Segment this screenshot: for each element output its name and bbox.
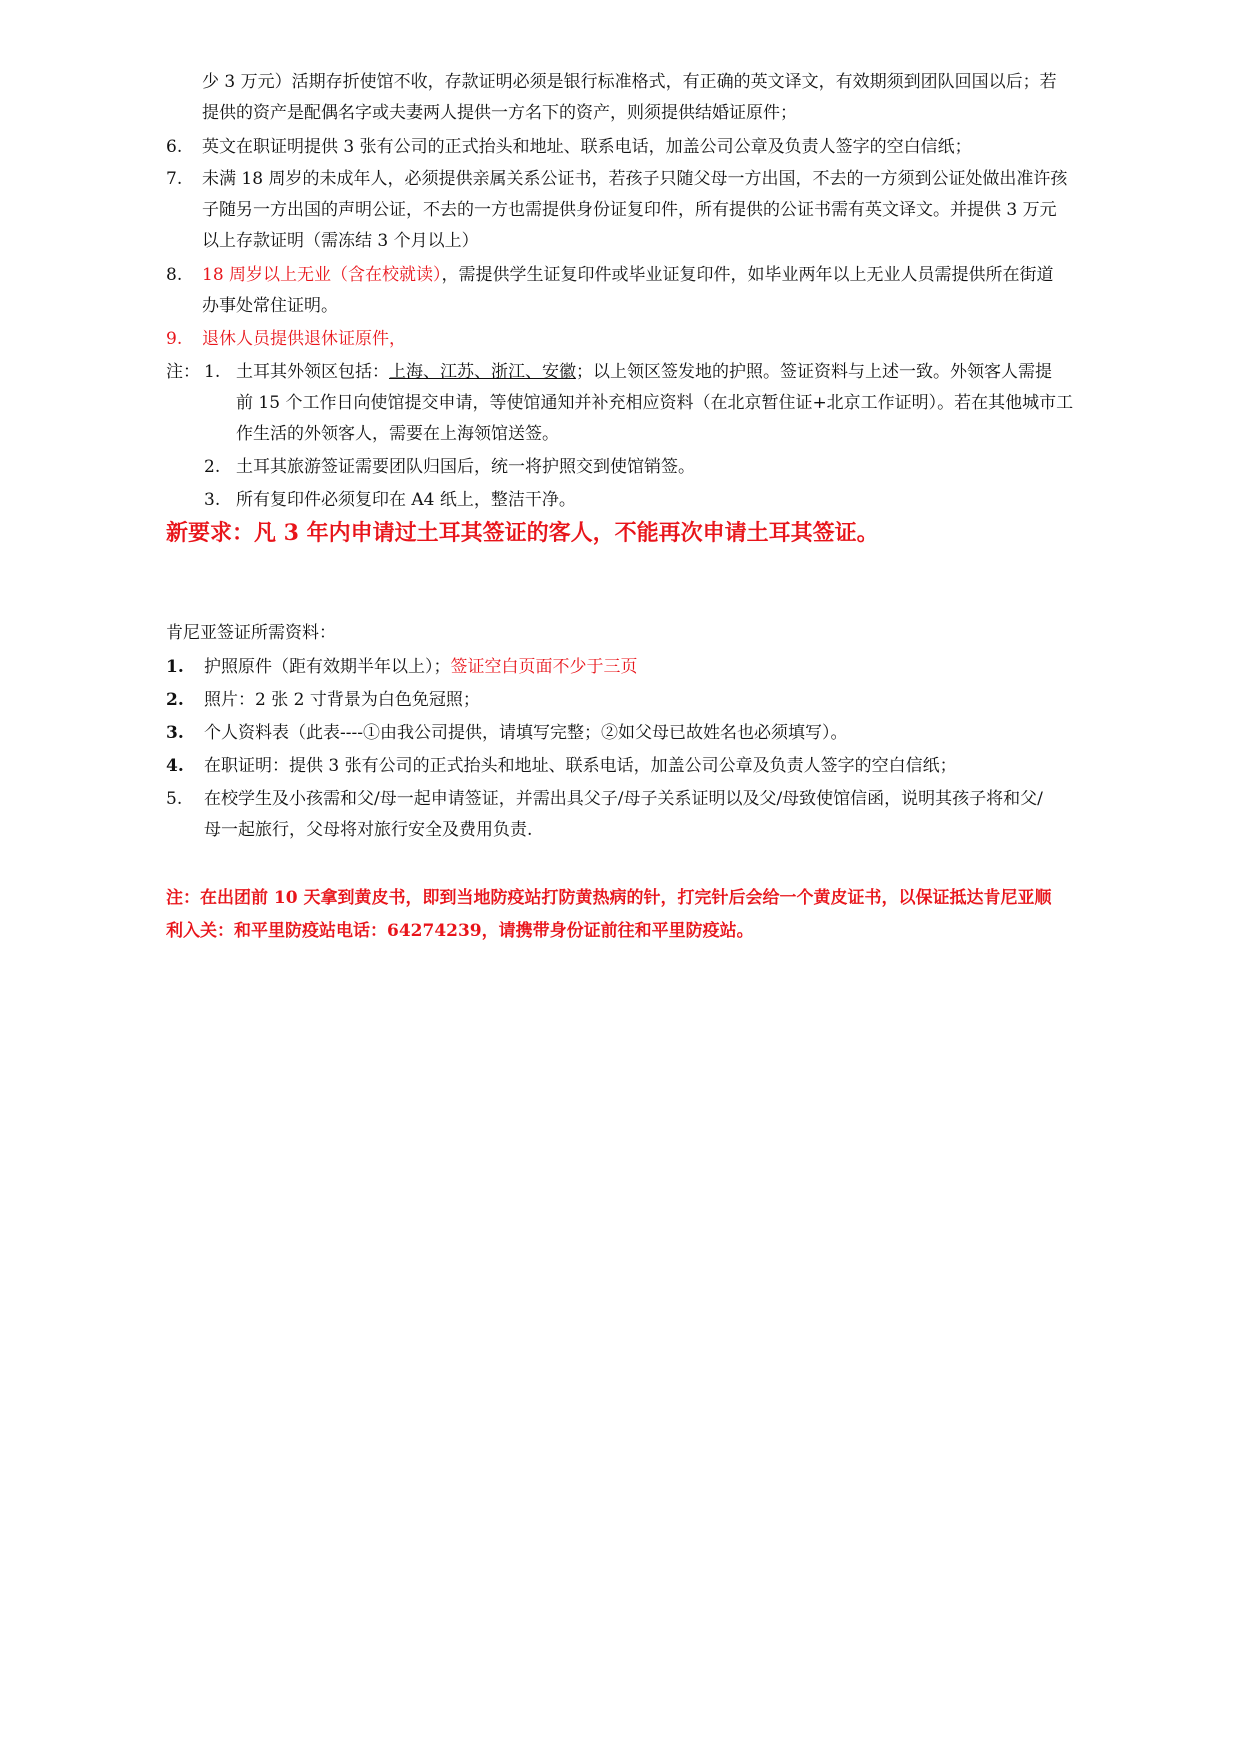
note1-lead: 土耳其外领区包括： [236, 362, 389, 382]
kenya-item1-red: 签证空白页面不少于三页 [450, 657, 638, 677]
item7-number: 7. [166, 169, 183, 189]
item8-line2: 办事处常住证明。 [202, 296, 338, 316]
note1-regions: 上海、江苏、浙江、安徽 [389, 362, 576, 382]
kenya-item4-text: 在职证明：提供 3 张有公司的正式抬头和地址、联系电话，加盖公司公章及负责人签字的空白信纸； [204, 756, 957, 776]
kenya-item2-text: 照片：2 张 2 寸背景为白色免冠照； [204, 690, 480, 710]
item6-number: 6. [166, 137, 183, 157]
kenya-item1 [204, 655, 638, 679]
note2-number: 2. [204, 457, 221, 477]
kenya-item5-line1: 在校学生及小孩需和父/母一起申请签证，并需出具父子/母子关系证明以及父/母致使馆信函，说明其孩子将和父/ [204, 789, 1043, 809]
kenya-item4-number: 4. [166, 756, 184, 776]
item8-number: 8. [166, 265, 183, 285]
notes-prefix: 注： [166, 362, 200, 382]
kenya-item3-text: 个人资料表（此表----①由我公司提供，请填写完整；②如父母已故姓名也必须填写）。 [204, 723, 848, 743]
note3-number: 3. [204, 490, 221, 510]
note1-line2: 前 15 个工作日向使馆提交申请，等使馆通知并补充相应资料（在北京暂住证+北京工作证明）。若在其他城市工 [236, 393, 1074, 413]
item7-line1: 未满 18 周岁的未成年人，必须提供亲属关系公证书，若孩子只随父母一方出国，不去的一方须到公证处做出准许孩 [202, 169, 1068, 189]
note1-line3: 作生活的外领客人，需要在上海领馆送签。 [236, 424, 559, 444]
item9-number: 9. [166, 329, 183, 349]
kenya-title: 肯尼亚签证所需资料： [166, 623, 336, 643]
item8-rest: ，需提供学生证复印件或毕业证复印件，如毕业两年以上无业人员需提供所在街道 [441, 265, 1054, 285]
item7-line2: 子随另一方出国的声明公证，不去的一方也需提供身份证复印件，所有提供的公证书需有英文译文。并提供 3 万元 [202, 200, 1057, 220]
item9-text: 退休人员提供退休证原件， [202, 329, 406, 349]
kenya-item1-number: 1. [166, 657, 184, 677]
item5-cont-line2: 提供的资产是配偶名字或夫妻两人提供一方名下的资产，则须提供结婚证原件； [202, 103, 797, 123]
kenya-note-line2: 利入关：和平里防疫站电话：64274239，请携带身份证前往和平里防疫站。 [166, 921, 754, 941]
note1-rest: ；以上领区签发地的护照。签证资料与上述一致。外领客人需提 [576, 362, 1052, 382]
note1-line1 [236, 360, 1052, 384]
note2-text: 土耳其旅游签证需要团队归国后，统一将护照交到使馆销签。 [236, 457, 695, 477]
note1-number: 1. [204, 362, 221, 382]
kenya-item3-number: 3. [166, 723, 184, 743]
note3-text: 所有复印件必须复印在 A4 纸上，整洁干净。 [236, 490, 576, 510]
new-requirement-heading: 新要求：凡 3 年内申请过土耳其签证的客人，不能再次申请土耳其签证。 [166, 520, 879, 546]
kenya-item5-number: 5. [166, 789, 183, 809]
kenya-item1-text: 护照原件（距有效期半年以上）； [204, 657, 451, 677]
kenya-item5-line2: 母一起旅行，父母将对旅行安全及费用负责. [204, 820, 533, 840]
item8-highlight: 18 周岁以上无业（含在校就读） [202, 265, 442, 285]
item7-line3: 以上存款证明（需冻结 3 个月以上） [202, 231, 479, 251]
item6-text: 英文在职证明提供 3 张有公司的正式抬头和地址、联系电话，加盖公司公章及负责人签字的空白信纸； [202, 137, 972, 157]
kenya-item2-number: 2. [166, 690, 184, 710]
item5-cont-line1: 少 3 万元）活期存折使馆不收，存款证明必须是银行标准格式，有正确的英文译文，有效期须到团队回国以后；若 [202, 72, 1057, 92]
kenya-note-line1: 注：在出团前 10 天拿到黄皮书，即到当地防疫站打防黄热病的针，打完针后会给一个黄皮证书，以保证抵达肯尼亚顺 [166, 888, 1052, 908]
item8-line1 [202, 263, 1054, 287]
